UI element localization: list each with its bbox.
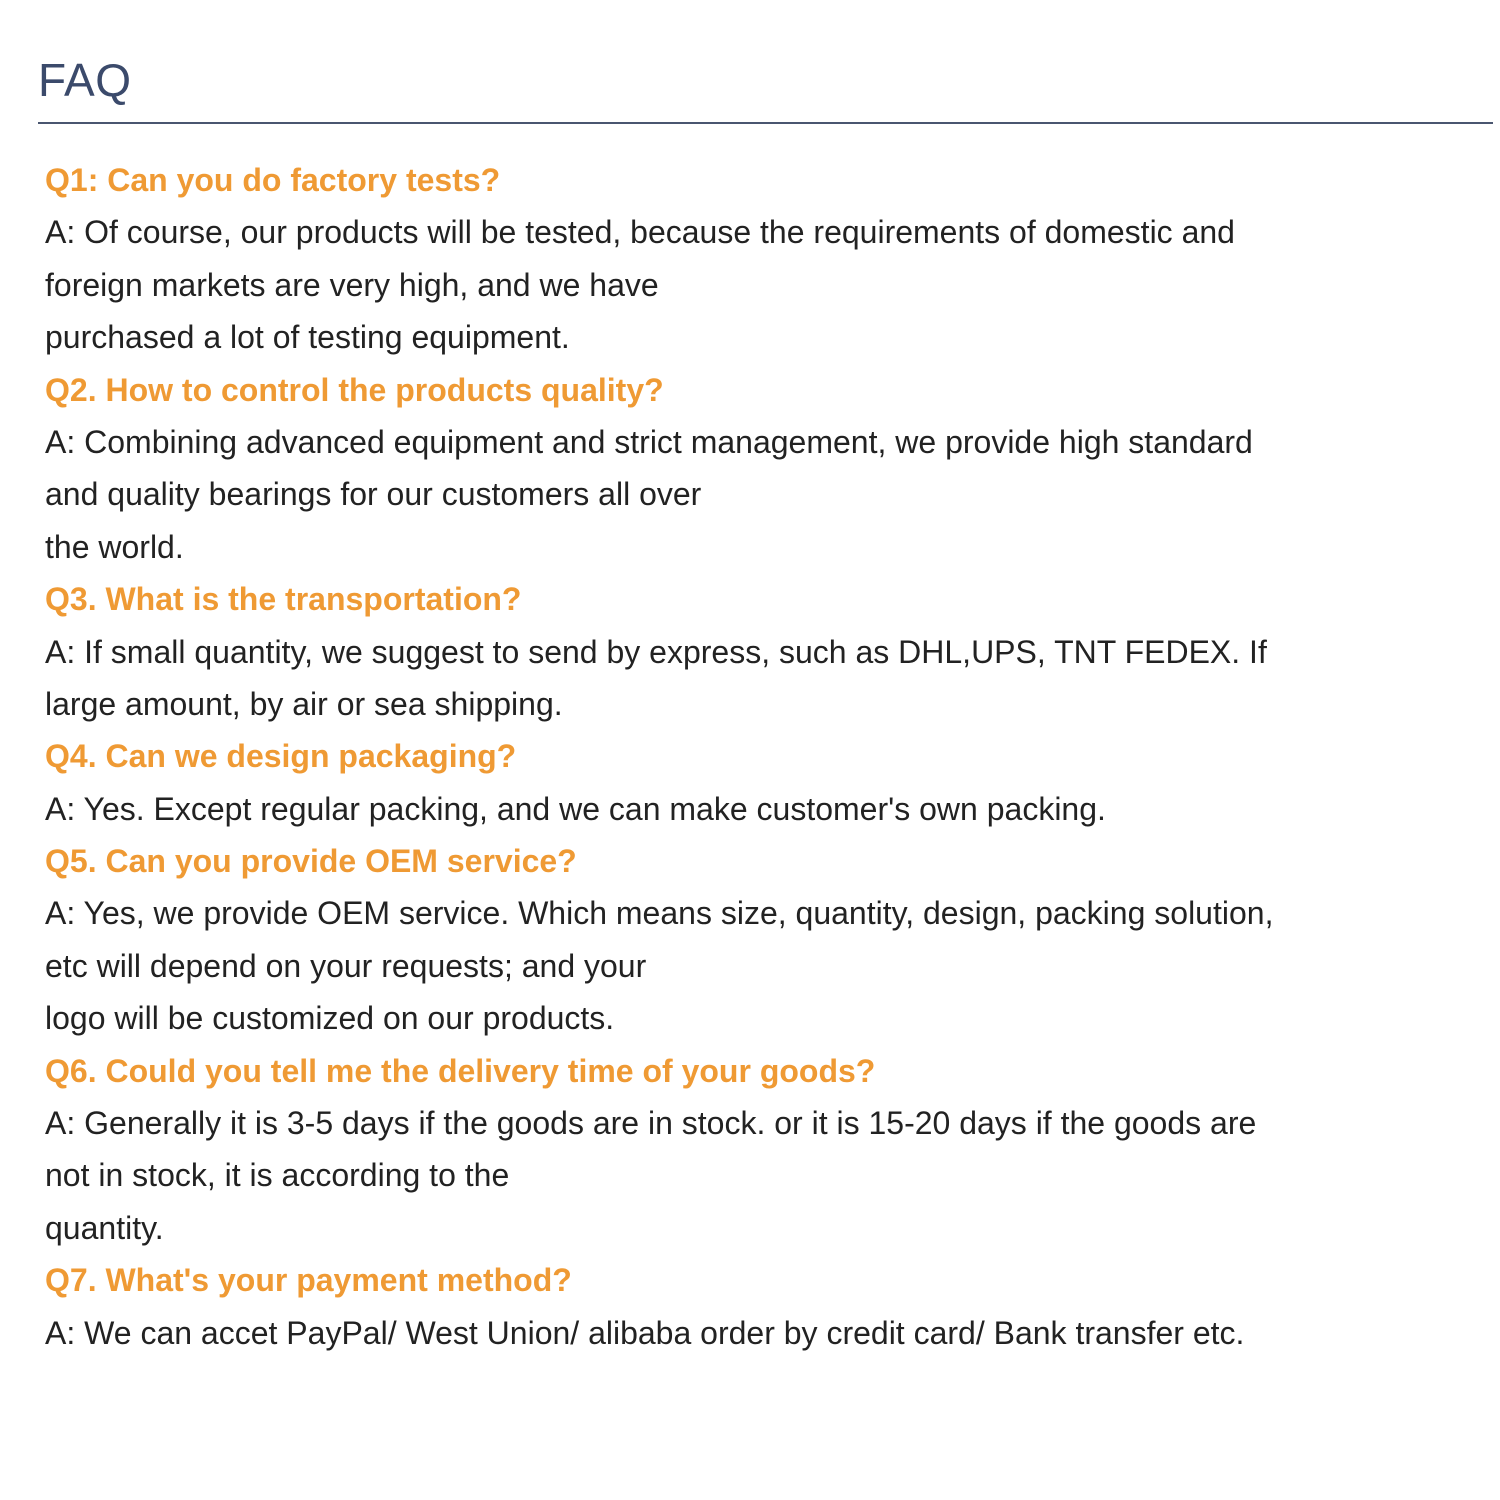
- faq-answer-line: and quality bearings for our customers all over: [45, 476, 702, 513]
- faq-question: Q7. What's your payment method?: [45, 1262, 572, 1299]
- faq-item-6: [45, 1045, 1485, 1255]
- faq-item-5: [45, 835, 1485, 1045]
- faq-answer-line: A: If small quantity, we suggest to send by express, such as DHL,UPS, TNT FEDEX. If: [45, 633, 1267, 670]
- faq-answer-line: not in stock, it is according to the: [45, 1157, 510, 1194]
- faq-answer-line: purchased a lot of testing equipment.: [45, 319, 570, 356]
- faq-question: Q5. Can you provide OEM service?: [45, 843, 577, 880]
- faq-answer-line: foreign markets are very high, and we have: [45, 266, 659, 303]
- faq-item-4: [45, 730, 1485, 835]
- faq-item-3: [45, 573, 1485, 730]
- faq-answer-line: large amount, by air or sea shipping.: [45, 685, 563, 722]
- title-divider: [38, 122, 1493, 124]
- faq-answer-line: etc will depend on your requests; and your: [45, 947, 647, 984]
- faq-answer-line: A: We can accet PayPal/ West Union/ alibaba order by credit card/ Bank transfer etc.: [45, 1314, 1245, 1351]
- faq-item-7: [45, 1254, 1485, 1359]
- faq-question: Q3. What is the transportation?: [45, 581, 522, 618]
- faq-question: Q2. How to control the products quality?: [45, 371, 664, 408]
- faq-list: [45, 154, 1485, 1359]
- faq-item-2: [45, 364, 1485, 574]
- faq-answer-line: A: Yes. Except regular packing, and we can make customer's own packing.: [45, 790, 1106, 827]
- faq-item-1: [45, 154, 1485, 364]
- faq-question: Q4. Can we design packaging?: [45, 738, 517, 775]
- faq-answer-line: A: Generally it is 3-5 days if the goods are in stock. or it is 15-20 days if the goods are: [45, 1105, 1257, 1142]
- faq-answer-line: A: Combining advanced equipment and strict management, we provide high standard: [45, 423, 1253, 460]
- faq-answer-line: logo will be customized on our products.: [45, 1000, 615, 1037]
- page-title: FAQ: [38, 54, 132, 106]
- faq-answer-line: A: Yes, we provide OEM service. Which means size, quantity, design, packing solution,: [45, 895, 1274, 932]
- faq-answer-line: quantity.: [45, 1209, 164, 1246]
- faq-question: Q6. Could you tell me the delivery time of your goods?: [45, 1052, 876, 1089]
- faq-answer-line: A: Of course, our products will be tested, because the requirements of domestic and: [45, 214, 1235, 251]
- faq-answer-line: the world.: [45, 528, 184, 565]
- faq-question: Q1: Can you do factory tests?: [45, 162, 501, 198]
